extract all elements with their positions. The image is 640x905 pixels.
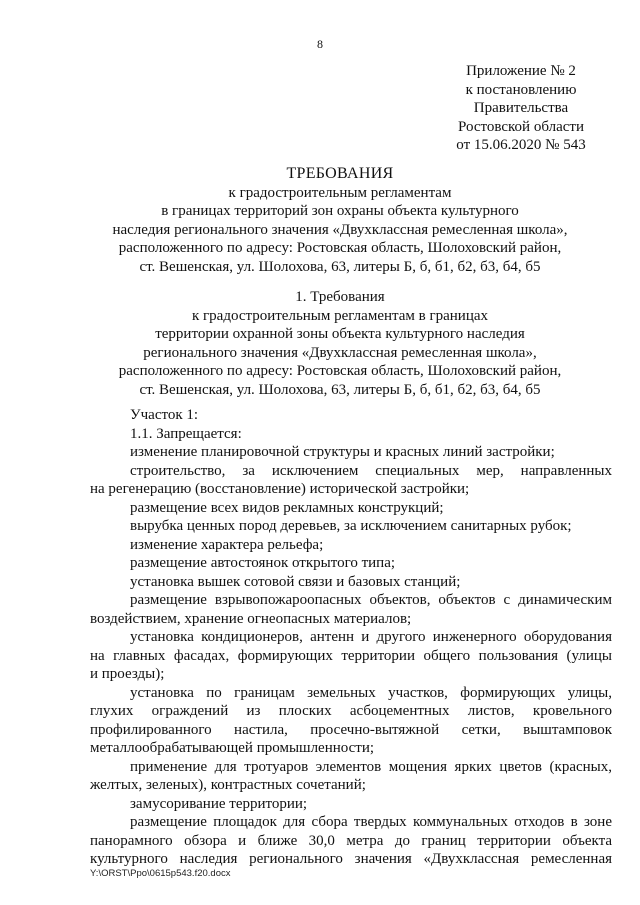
body-line: применение для тротуаров элементов мощения ярких цветов (красных,: [130, 758, 612, 775]
body-line: панорамного обзора и ближе 30,0 метра до границ территории объекта: [90, 832, 612, 849]
body-line: строительство, за исключением специальных мер, направленных: [130, 462, 612, 479]
title-line: наследия регионального значения «Двухклассная ремесленная школа»,: [112, 221, 568, 238]
appendix-header: [446, 62, 596, 155]
prohibited-heading: 1.1. Запрещается:: [130, 425, 242, 442]
section-line: регионального значения «Двухклассная ремесленная школа»,: [143, 344, 537, 361]
appendix-line: от 15.06.2020 № 543: [456, 137, 586, 153]
body-line: желтых, зеленых), контрастных сочетаний;: [90, 777, 366, 793]
appendix-line: Правительства: [473, 100, 569, 116]
body-line: вырубка ценных пород деревьев, за исключением санитарных рубок;: [130, 518, 572, 534]
body-line: размещение автостоянок открытого типа;: [130, 555, 396, 571]
section-line: 1. Требования: [295, 289, 385, 305]
body-line: замусоривание территории;: [130, 795, 308, 812]
body-line: изменение планировочной структуры и красных линий застройки;: [130, 444, 555, 460]
body-line: изменение характера рельефа;: [130, 536, 324, 553]
appendix-line: Приложение № 2: [466, 63, 576, 79]
document-title: [80, 165, 600, 276]
body-line: глухих ограждений из плоских асбоцементных листов, кровельного: [90, 703, 612, 719]
body-line: металлообрабатывающей промышленности;: [90, 740, 375, 756]
site-label: Участок 1:: [130, 407, 199, 423]
body-line: и проезды);: [90, 666, 165, 682]
body-line: на главных фасадах, формирующих территории общего пользования (улицы: [90, 647, 612, 664]
title-line: расположенного по адресу: Ростовская область, Шолоховский район,: [118, 240, 562, 256]
body-line: размещение площадок для сбора твердых коммунальных отходов в зоне: [130, 814, 612, 830]
body-line: профилированного настила, просечно-вытяжной сетки, выштамповок: [90, 721, 612, 738]
section-line: ст. Вешенская, ул. Шолохова, 63, литеры Б, б, б1, б2, б3, б4, б5: [139, 381, 541, 398]
section-line: к градостроительным регламентам в границах: [191, 307, 489, 324]
appendix-line: Ростовской области: [458, 118, 584, 135]
section-1-heading: [80, 288, 600, 399]
document-body: [90, 406, 612, 869]
appendix-line: к постановлению: [465, 81, 577, 98]
title-line: ст. Вешенская, ул. Шолохова, 63, литеры Б, б, б1, б2, б3, б4, б5: [139, 258, 541, 275]
section-line: территории охранной зоны объекта культурного наследия: [155, 326, 525, 342]
body-line: установка по границам земельных участков, формирующих улицы,: [130, 684, 612, 701]
body-line: установка вышек сотовой связи и базовых станций;: [130, 573, 461, 590]
body-line: на регенерацию (восстановление) исторической застройки;: [90, 481, 470, 497]
title-main: ТРЕБОВАНИЯ: [286, 165, 394, 182]
page-number: 8: [317, 37, 323, 51]
title-line: в границах территорий зон охраны объекта культурного: [161, 203, 519, 219]
body-line: установка кондиционеров, антенн и другого инженерного оборудования: [130, 629, 612, 645]
body-line: размещение всех видов рекламных конструкций;: [130, 499, 444, 516]
section-line: расположенного по адресу: Ростовская область, Шолоховский район,: [118, 363, 562, 379]
file-path-footer: Y:\ORST\Ppo\0615p543.f20.docx: [90, 868, 231, 879]
body-line: культурного наследия регионального значения «Двухклассная ремесленная: [90, 851, 612, 867]
body-line: воздействием, хранение огнеопасных материалов;: [90, 610, 412, 627]
body-line: размещение взрывопожароопасных объектов, объектов с динамическим: [130, 592, 612, 608]
title-line: к градостроительным регламентам: [228, 184, 452, 201]
